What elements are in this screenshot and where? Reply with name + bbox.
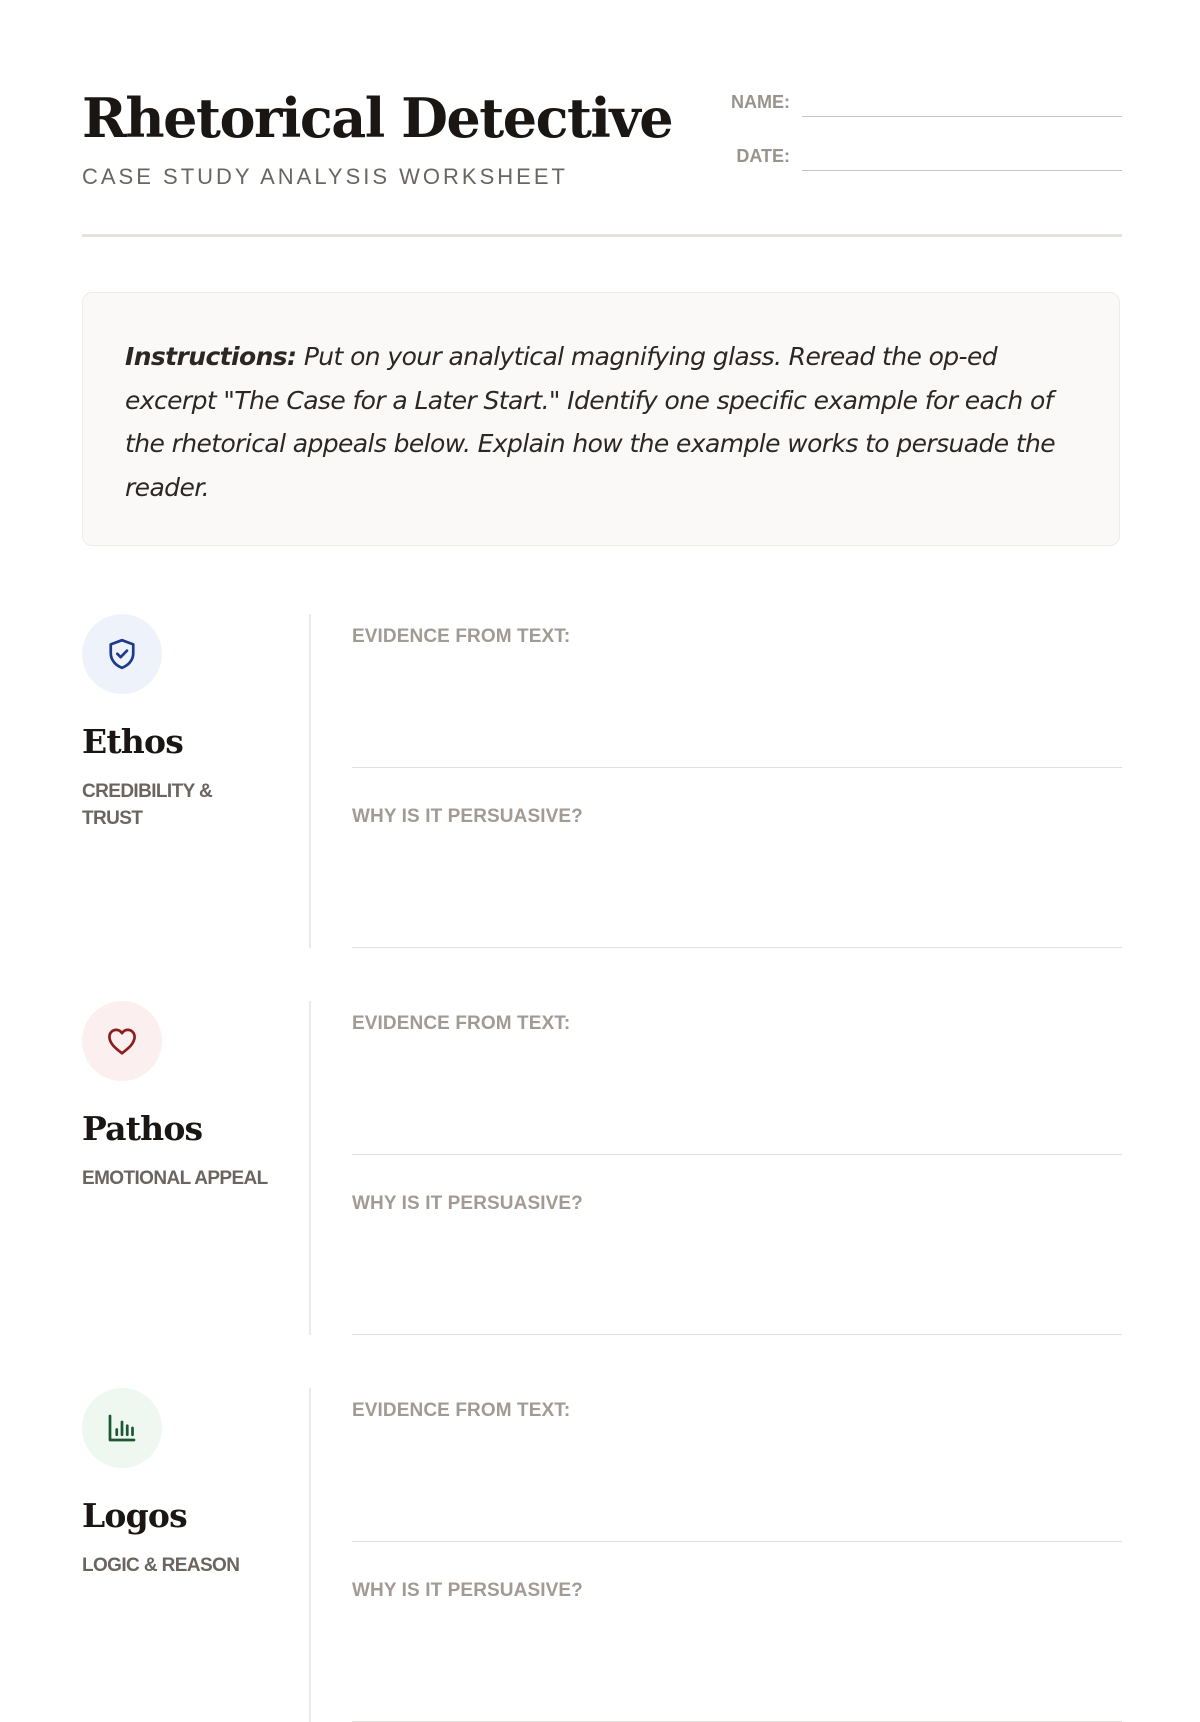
why-line bbox=[352, 947, 1122, 948]
date-field[interactable] bbox=[722, 140, 1122, 180]
heart-icon bbox=[104, 1023, 140, 1059]
why-field[interactable] bbox=[352, 794, 1122, 948]
appeal-subtitle: EMOTIONAL APPEAL bbox=[82, 1168, 268, 1189]
evidence-field[interactable] bbox=[352, 1388, 1122, 1542]
appeal-name: Ethos bbox=[82, 722, 183, 761]
why-field[interactable] bbox=[352, 1181, 1122, 1335]
appeal-subtitle: LOGIC & REASON bbox=[82, 1555, 240, 1576]
appeal-pathos bbox=[82, 1001, 1122, 1335]
name-label: NAME: bbox=[731, 92, 790, 112]
evidence-line bbox=[352, 1541, 1122, 1542]
page-title: Rhetorical Detective bbox=[82, 86, 673, 150]
evidence-field[interactable] bbox=[352, 614, 1122, 768]
why-label: WHY IS IT PERSUASIVE? bbox=[352, 1193, 583, 1214]
appeal-divider bbox=[309, 614, 311, 948]
appeal-name: Logos bbox=[82, 1496, 187, 1535]
evidence-label: EVIDENCE FROM TEXT: bbox=[352, 1400, 571, 1421]
shield-check-icon bbox=[104, 636, 140, 672]
evidence-label: EVIDENCE FROM TEXT: bbox=[352, 626, 571, 647]
page-subtitle: CASE STUDY ANALYSIS WORKSHEET bbox=[82, 164, 568, 189]
date-label: DATE: bbox=[736, 146, 790, 166]
appeal-divider bbox=[309, 1388, 311, 1722]
appeal-name: Pathos bbox=[82, 1109, 203, 1148]
why-line bbox=[352, 1334, 1122, 1335]
instructions-text bbox=[125, 335, 1077, 509]
instructions-box bbox=[82, 292, 1120, 546]
logos-icon-badge bbox=[82, 1388, 162, 1468]
why-label: WHY IS IT PERSUASIVE? bbox=[352, 806, 583, 827]
ethos-icon-badge bbox=[82, 614, 162, 694]
why-label: WHY IS IT PERSUASIVE? bbox=[352, 1580, 583, 1601]
pathos-icon-badge bbox=[82, 1001, 162, 1081]
appeal-divider bbox=[309, 1001, 311, 1335]
instructions-body: Put on your analytical magnifying glass. Reread the op-ed excerpt "The Case for a Later Start." Identify one specific example for each of the rhetorical appeals below. Explain how the example works to persuade the reader. bbox=[125, 342, 1056, 502]
appeal-ethos bbox=[82, 614, 1122, 948]
evidence-field[interactable] bbox=[352, 1001, 1122, 1155]
name-line[interactable] bbox=[802, 116, 1122, 117]
date-line[interactable] bbox=[802, 170, 1122, 171]
evidence-line bbox=[352, 1154, 1122, 1155]
name-field[interactable] bbox=[722, 86, 1122, 126]
evidence-line bbox=[352, 767, 1122, 768]
bar-chart-icon bbox=[104, 1410, 140, 1446]
appeal-logos bbox=[82, 1388, 1122, 1722]
instructions-lead: Instructions: bbox=[125, 342, 297, 371]
evidence-label: EVIDENCE FROM TEXT: bbox=[352, 1013, 571, 1034]
appeal-subtitle: CREDIBILITY & TRUST bbox=[82, 781, 213, 829]
worksheet-header bbox=[82, 78, 1122, 238]
why-field[interactable] bbox=[352, 1568, 1122, 1722]
header-divider bbox=[82, 234, 1122, 237]
